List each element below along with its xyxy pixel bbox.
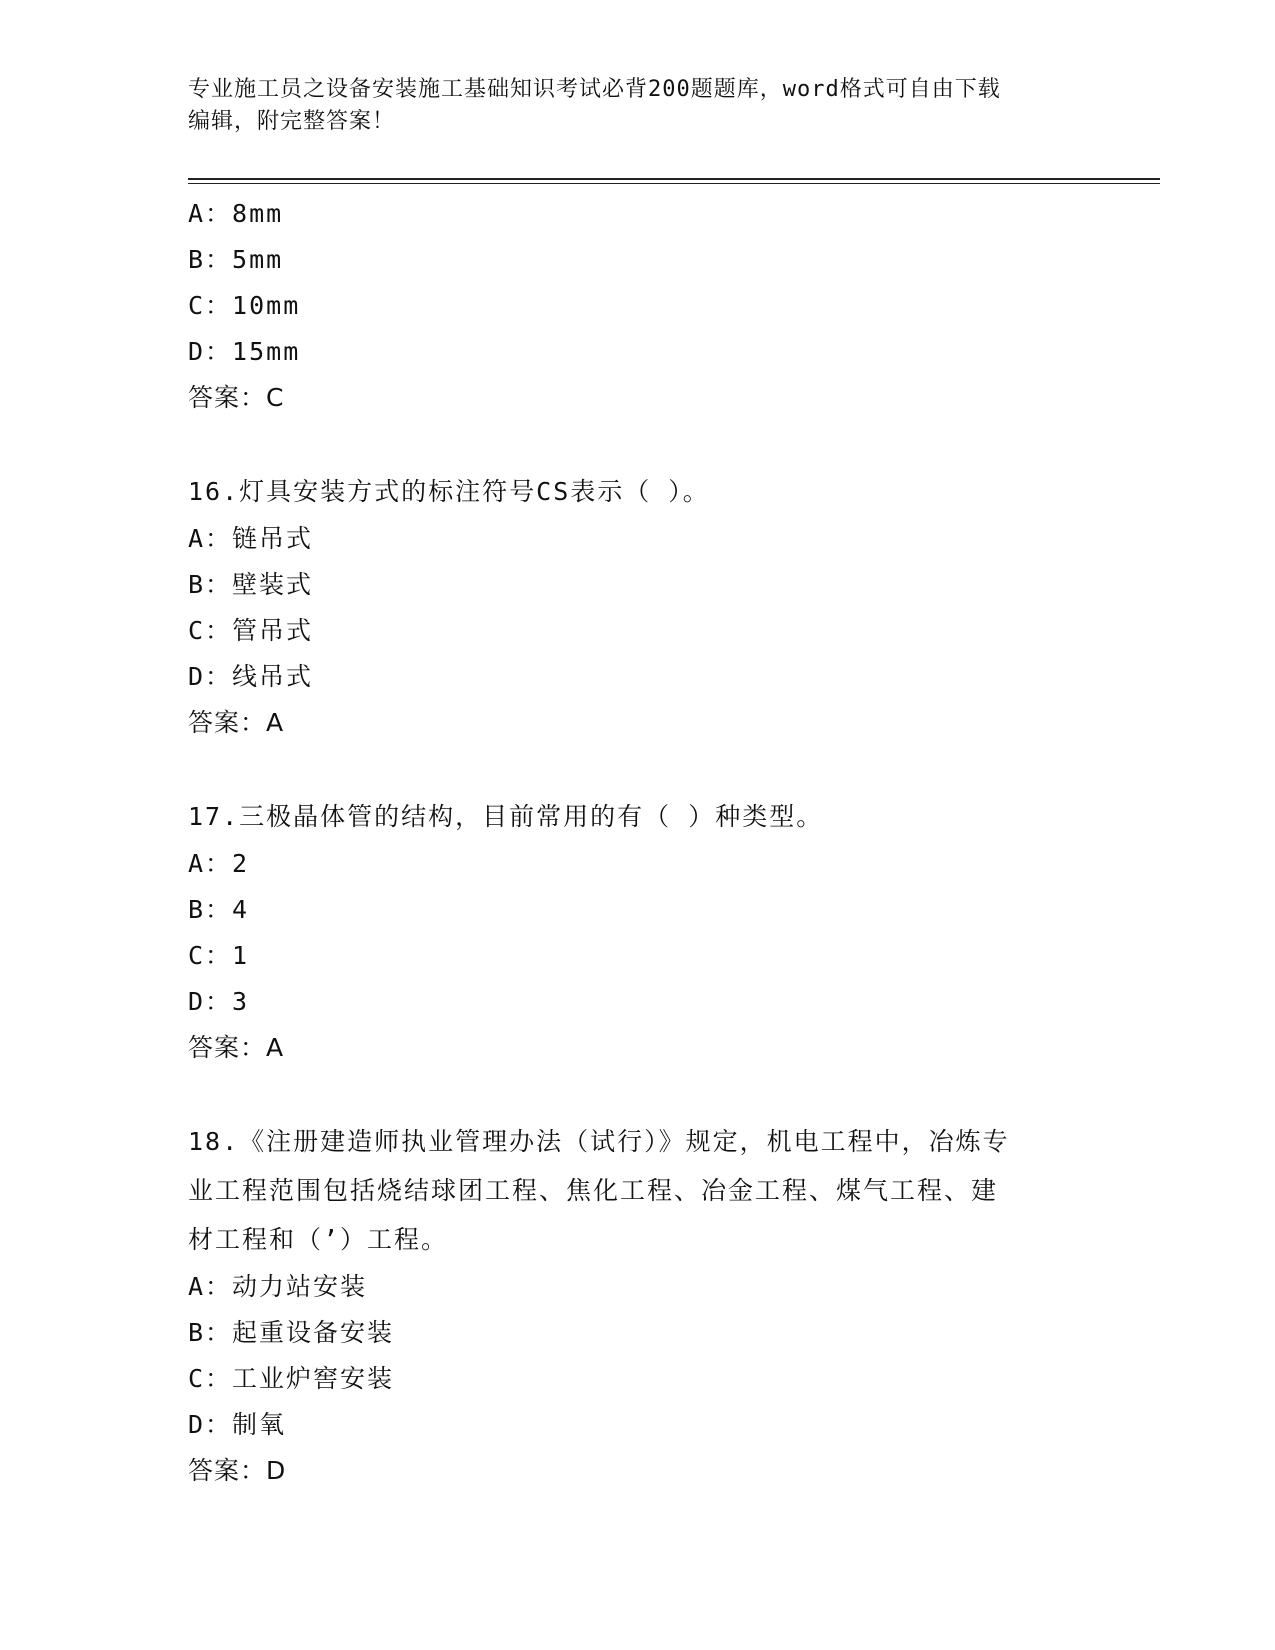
- answer-line: 答案：C: [188, 383, 285, 412]
- spacer: [188, 1071, 1088, 1117]
- option-b: B：5mm: [188, 245, 284, 274]
- question-17: [188, 792, 1088, 1071]
- option-a: A：2: [188, 849, 250, 878]
- answer-line: 答案：D: [188, 1456, 287, 1485]
- document-header: [188, 74, 1108, 138]
- header-title-line-1: 专业施工员之设备安装施工基础知识考试必背200题题库，word格式可自由下载: [188, 77, 1001, 102]
- option-d: D：15mm: [188, 337, 301, 366]
- question-15: [188, 191, 1088, 421]
- question-18: [188, 1117, 1088, 1494]
- option-d: D：制氧: [188, 1410, 287, 1439]
- option-a: A：8mm: [188, 199, 284, 228]
- question-stem-line-2: 业工程范围包括烧结球团工程、焦化工程、冶金工程、煤气工程、建: [188, 1176, 999, 1205]
- question-list: [188, 191, 1088, 1494]
- option-c: C：10mm: [188, 291, 301, 320]
- option-d: D：3: [188, 987, 250, 1016]
- option-b: B：起重设备安装: [188, 1318, 395, 1347]
- question-stem-line-1: 18.《注册建造师执业管理办法（试行）》规定，机电工程中，冶炼专: [188, 1127, 1010, 1156]
- header-title-line-2: 编辑，附完整答案！: [188, 109, 396, 134]
- question-stem: 16.灯具安装方式的标注符号CS表示（ ）。: [188, 477, 710, 506]
- option-a: A：动力站安装: [188, 1272, 368, 1301]
- option-c: C：工业炉窖安装: [188, 1364, 395, 1393]
- option-d: D：线吊式: [188, 662, 314, 691]
- option-b: B：4: [188, 895, 250, 924]
- spacer: [188, 746, 1088, 792]
- option-c: C：1: [188, 941, 250, 970]
- option-c: C：管吊式: [188, 616, 314, 645]
- answer-line: 答案：A: [188, 1033, 285, 1062]
- question-16: [188, 467, 1088, 746]
- option-b: B：壁装式: [188, 570, 314, 599]
- question-stem-line-3: 材工程和（’）工程。: [188, 1225, 449, 1254]
- spacer: [188, 421, 1088, 467]
- answer-line: 答案：A: [188, 708, 285, 737]
- option-a: A：链吊式: [188, 524, 314, 553]
- header-divider: [188, 178, 1160, 184]
- question-stem: 17.三极晶体管的结构，目前常用的有（ ）种类型。: [188, 802, 824, 831]
